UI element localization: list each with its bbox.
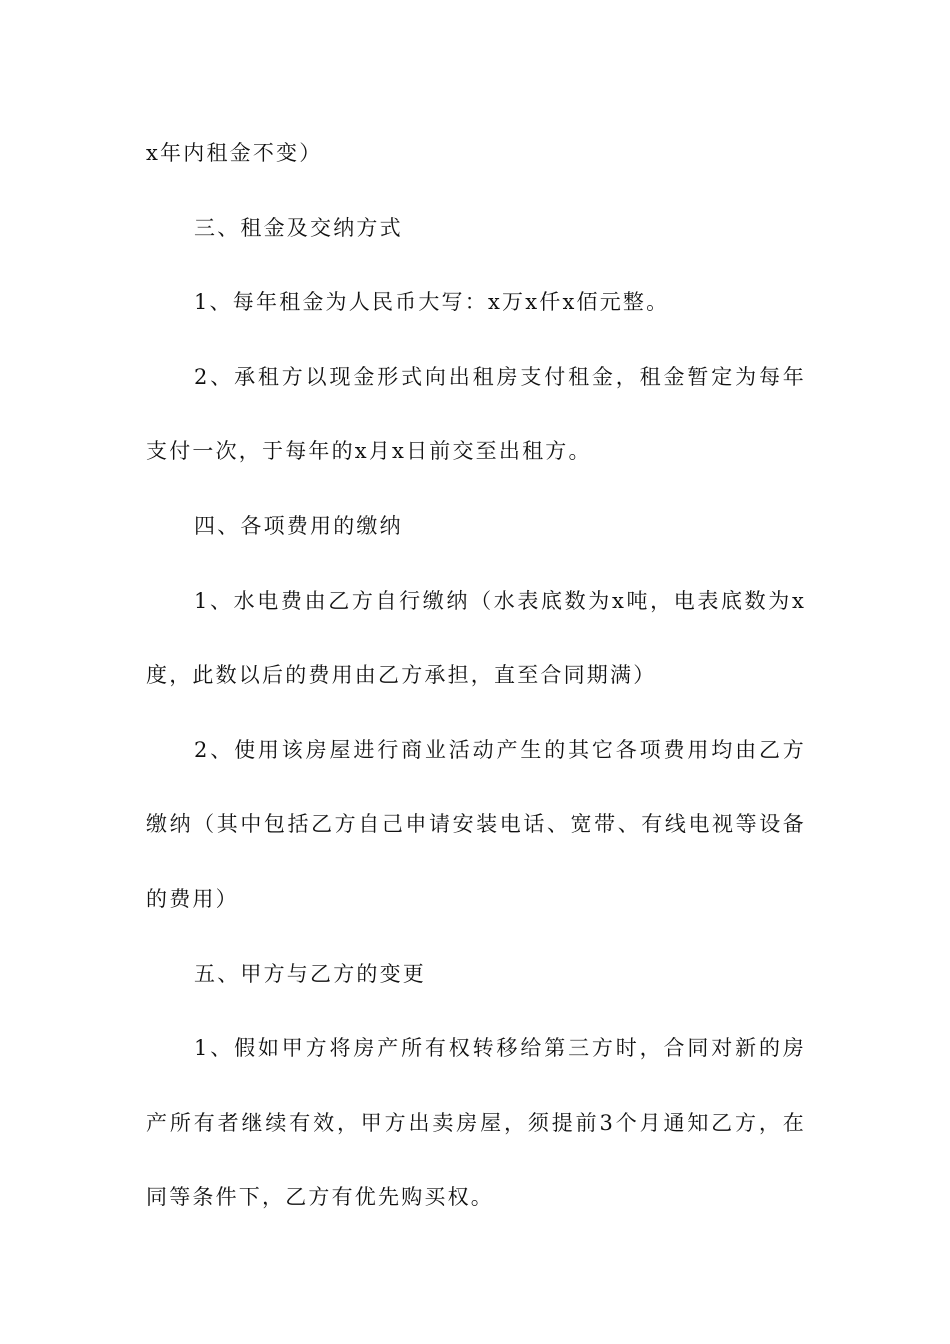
paragraph-annual-rent: 1、每年租金为人民币大写：x万x仟x佰元整。 [194, 290, 670, 315]
heading-party-changes: 五、甲方与乙方的变更 [194, 961, 426, 986]
paragraph-rent-unchanged: x年内租金不变） [146, 141, 323, 165]
heading-fees: 四、各项费用的缴纳 [194, 513, 403, 538]
paragraph-other-fees: 2、使用该房屋进行商业活动产生的其它各项费用均由乙方缴纳（其中包括乙方自己申请安装电话、宽带、有线电视等设备的费用） [146, 737, 806, 911]
paragraph-ownership-transfer: 1、假如甲方将房产所有权转移给第三方时，合同对新的房产所有者继续有效，甲方出卖房屋，须提前3个月通知乙方，在同等条件下，乙方有优先购买权。 [146, 1036, 806, 1210]
paragraph-utilities: 1、水电费由乙方自行缴纳（水表底数为x吨，电表底数为x度，此数以后的费用由乙方承担，直至合同期满） [146, 588, 806, 688]
paragraph-payment-method: 2、承租方以现金形式向出租房支付租金，租金暂定为每年支付一次，于每年的x月x日前交至出租方。 [146, 364, 806, 464]
document-body [146, 116, 806, 1235]
heading-rent-and-payment: 三、租金及交纳方式 [194, 215, 403, 240]
